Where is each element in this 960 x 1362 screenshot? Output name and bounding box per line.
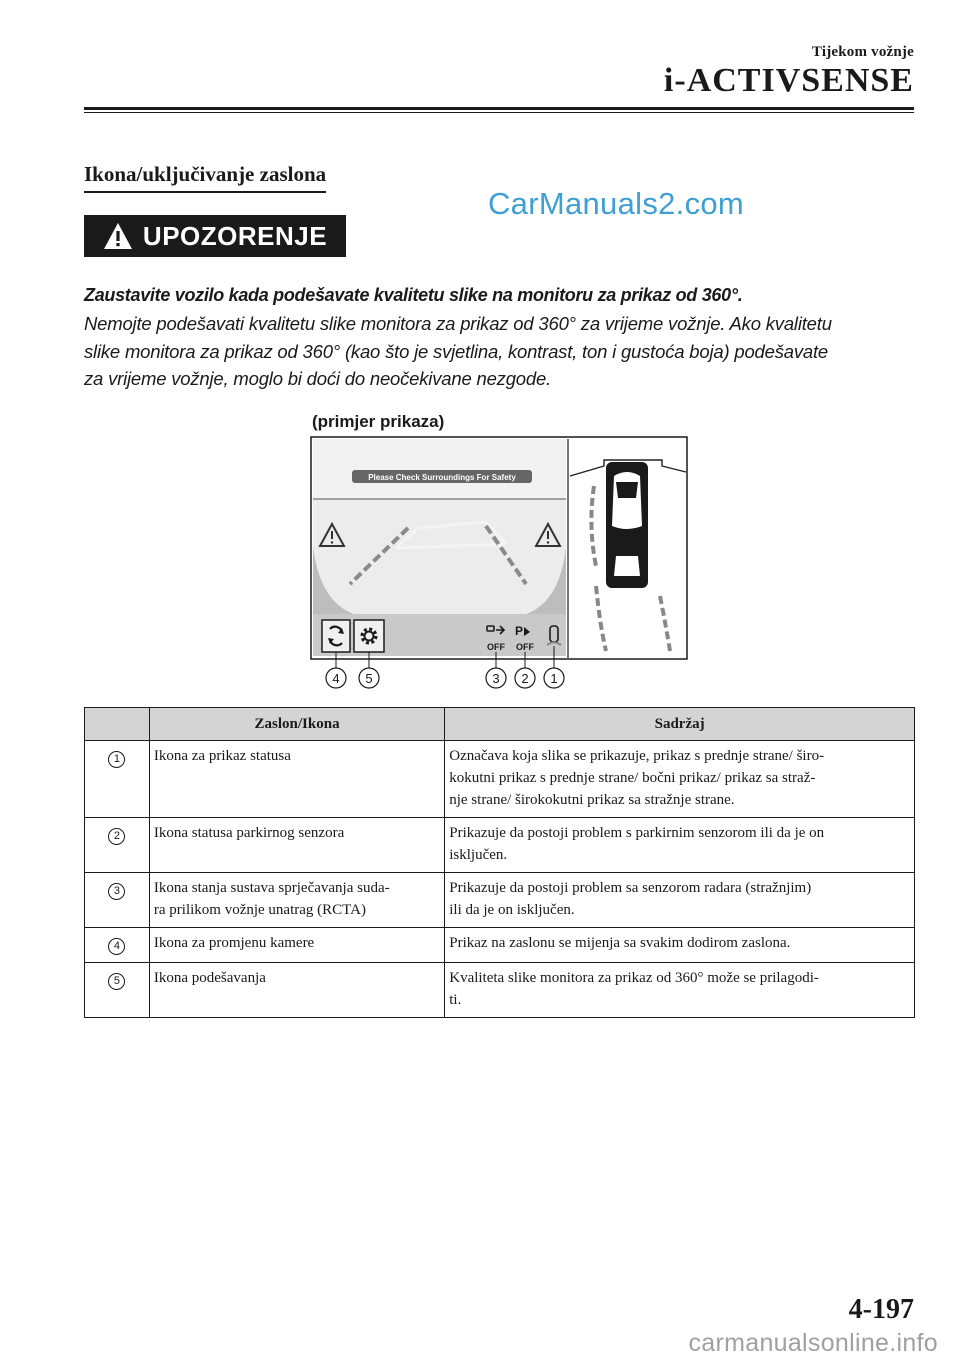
running-header-section: Tijekom vožnje	[811, 44, 914, 60]
table-header-row	[85, 708, 915, 741]
table-row	[85, 741, 915, 818]
camera-switch-button[interactable]	[322, 620, 350, 652]
row-icon-name: Ikona za promjenu kamere	[149, 928, 444, 963]
warning-triangle-icon	[103, 222, 133, 250]
warning-body-line: slike monitora za prikaz od 360° (kao što je svjetlina, kontrast, ton i gustoća boja) podešavate	[84, 340, 829, 362]
figure-caption: (primjer prikaza)	[312, 412, 445, 431]
row-icon-name: Ikona za prikaz statusa	[149, 741, 444, 818]
safety-banner-text: Please Check Surroundings For Safety	[368, 473, 516, 482]
callout-2	[515, 668, 535, 688]
row-content: Prikazuje da postoji problem sa senzorom radara (stražnjim) ili da je on isključen.	[445, 873, 915, 928]
header-rule-thin	[84, 112, 914, 113]
warning-bold-line: Zaustavite vozilo kada podešavate kvalitetu slike na monitoru za prikaz od 360°.	[84, 285, 743, 305]
row-number-badge: 4	[108, 938, 125, 955]
running-header-chapter: i-ACTIVSENSE	[663, 62, 914, 99]
row-number-badge: 5	[108, 973, 125, 990]
row-icon-name: Ikona statusa parkirnog senzora	[149, 818, 444, 873]
table-header-number	[85, 708, 150, 741]
table-row	[85, 818, 915, 873]
callout-1	[544, 668, 564, 688]
table-row	[85, 963, 915, 1018]
svg-text:P: P	[515, 624, 524, 638]
row-icon-name: Ikona podešavanja	[149, 963, 444, 1018]
icon-description-table	[84, 707, 915, 1018]
svg-text:OFF: OFF	[516, 642, 534, 652]
row-number-badge: 1	[108, 751, 125, 768]
row-content: Označava koja slika se prikazuje, prikaz s prednje strane/ širo- kokutni prikaz s prednje strane/ bočni prikaz/ prikaz sa straž- nje strane/ širokokutni prikaz sa stražnje strane.	[445, 741, 915, 818]
header-rule-thick	[84, 107, 914, 110]
callout-3	[486, 668, 506, 688]
svg-text:4: 4	[332, 671, 340, 686]
svg-text:3: 3	[492, 671, 500, 686]
footer-watermark: carmanualsonline.info	[688, 1329, 938, 1357]
page-number: 4-197	[848, 1294, 914, 1325]
svg-text:OFF: OFF	[487, 642, 505, 652]
warning-banner	[84, 215, 346, 257]
section-title: Ikona/uključivanje zaslona	[84, 162, 326, 193]
site-watermark: CarManuals2.com	[488, 186, 745, 221]
warning-body-line: Nemojte podešavati kvalitetu slike monitora za prikaz od 360° za vrijeme vožnje. Ako kvalitetu	[84, 313, 832, 334]
row-content: Kvaliteta slike monitora za prikaz od 360° može se prilagodi- ti.	[445, 963, 915, 1018]
row-content: Prikaz na zaslonu se mijenja sa svakim dodirom zaslona.	[445, 928, 915, 963]
row-number-badge: 2	[108, 828, 125, 845]
row-number-badge: 3	[108, 883, 125, 900]
table-header-icon: Zaslon/Ikona	[149, 708, 444, 741]
row-icon-name: Ikona stanja sustava sprječavanja suda- ra prilikom vožnje unatrag (RCTA)	[149, 873, 444, 928]
svg-text:1: 1	[550, 671, 558, 686]
warning-body	[84, 310, 920, 393]
svg-text:2: 2	[521, 671, 529, 686]
callout-5	[359, 668, 379, 688]
warning-body-line: za vrijeme vožnje, moglo bi doći do neočekivane nezgode.	[84, 368, 551, 389]
top-down-view	[568, 439, 686, 658]
warning-label: UPOZORENJE	[142, 220, 328, 251]
monitor-illustration	[310, 436, 692, 703]
table-header-content: Sadržaj	[445, 708, 915, 741]
svg-text:5: 5	[365, 671, 373, 686]
settings-button[interactable]	[354, 620, 384, 652]
rear-camera-view	[313, 439, 566, 656]
row-content: Prikazuje da postoji problem s parkirnim senzorom ili da je on isključen.	[445, 818, 915, 873]
table-row	[85, 873, 915, 928]
table-row	[85, 928, 915, 963]
callout-4	[326, 668, 346, 688]
